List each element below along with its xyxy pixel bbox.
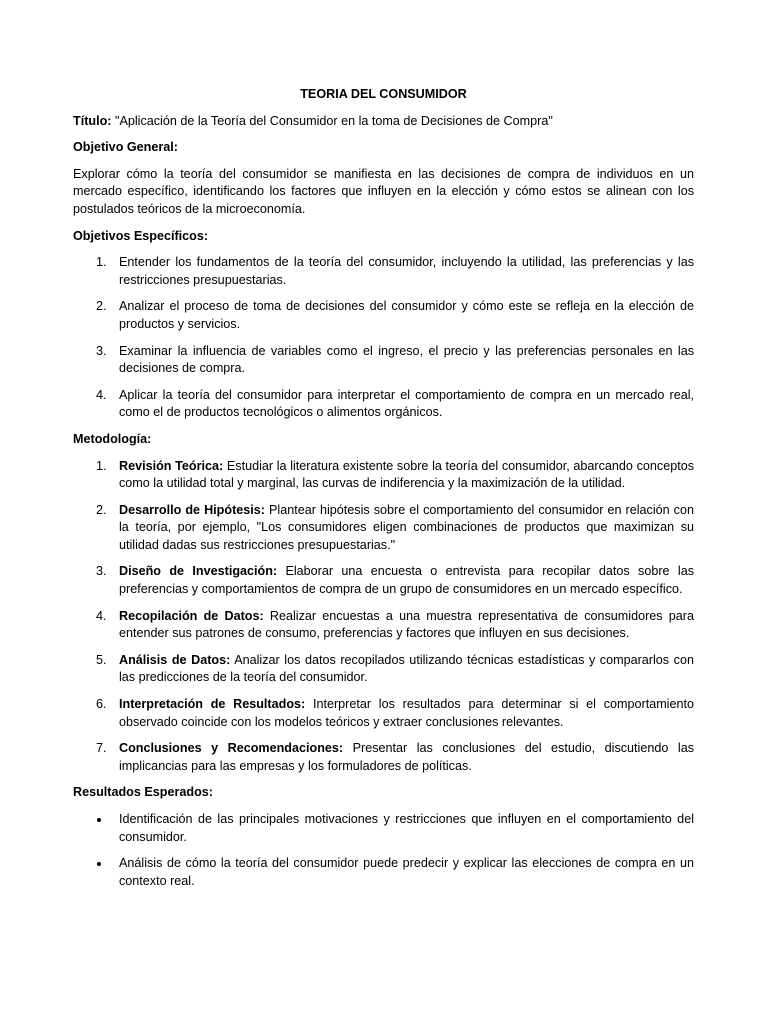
- objetivos-especificos-list: [73, 254, 694, 422]
- titulo-value: "Aplicación de la Teoría del Consumidor en la toma de Decisiones de Compra": [111, 113, 553, 128]
- document-title: TEORIA DEL CONSUMIDOR: [300, 87, 467, 101]
- titulo-line: [73, 113, 694, 131]
- list-item-text: Presentar las conclusiones del estudio, discutiendo las implicancias para las empresas y los formuladores de políticas.: [119, 741, 694, 773]
- list-item-text: Analizar los datos recopilados utilizando técnicas estadísticas y compararlos con las predicciones de la teoría del consumidor.: [119, 652, 694, 685]
- resultados-list: [73, 811, 694, 890]
- list-number: 1.: [96, 255, 107, 270]
- list-item-text: Analizar el proceso de toma de decisiones del consumidor y cómo este se refleja en la elección de productos y servicios.: [119, 299, 694, 331]
- metodologia-list: [73, 458, 694, 776]
- list-item-term: Desarrollo de Hipótesis:: [119, 502, 265, 517]
- list-item-term: Interpretación de Resultados:: [119, 697, 306, 712]
- list-item: [73, 387, 694, 422]
- list-item-text: Identificación de las principales motivaciones y restricciones que influyen en el comportamiento del consumidor.: [119, 812, 694, 844]
- bullet-icon: [97, 862, 101, 866]
- list-item-text: Elaborar una encuesta o entrevista para recopilar datos sobre las preferencias y comportamientos de compra de un grupo de consumidores en un mercado específico.: [119, 564, 694, 597]
- list-item: [73, 458, 694, 493]
- list-item-text: Aplicar la teoría del consumidor para interpretar el comportamiento de compra en un mercado real, como el de productos tecnológicos o alimentos orgánicos.: [119, 387, 694, 420]
- list-item: [73, 254, 694, 289]
- list-item: [73, 696, 694, 731]
- objetivo-general-heading: Objetivo General:: [73, 140, 178, 155]
- list-number: 4.: [96, 387, 107, 402]
- list-item-text: Realizar encuestas a una muestra representativa de consumidores para entender sus patrones de consumo, preferencias y factores que influyen en sus decisiones.: [119, 608, 694, 641]
- list-item-text: Entender los fundamentos de la teoría del consumidor, incluyendo la utilidad, las preferencias y las restricciones presupuestarias.: [119, 255, 694, 287]
- list-item-text: Análisis de cómo la teoría del consumidor puede predecir y explicar las elecciones de compra en un contexto real.: [119, 856, 694, 888]
- list-item-term: Análisis de Datos:: [119, 652, 231, 667]
- list-item: [73, 652, 694, 687]
- list-number: 6.: [96, 697, 107, 712]
- list-number: 1.: [96, 458, 107, 473]
- list-number: 2.: [96, 299, 107, 314]
- objetivos-especificos-heading: Objetivos Específicos:: [73, 228, 209, 243]
- list-item-text: Examinar la influencia de variables como el ingreso, el precio y las preferencias personales en las decisiones de compra.: [119, 343, 694, 376]
- list-number: 7.: [96, 741, 107, 756]
- bullet-icon: [97, 818, 101, 822]
- list-item: [73, 343, 694, 378]
- list-item: [73, 811, 694, 846]
- list-number: 3.: [96, 343, 107, 358]
- list-item: [73, 740, 694, 775]
- list-item: [73, 502, 694, 555]
- list-item-term: Recopilación de Datos:: [119, 608, 264, 623]
- list-number: 3.: [96, 564, 107, 579]
- list-number: 5.: [96, 652, 107, 667]
- titulo-label: Título:: [73, 113, 112, 128]
- list-number: 4.: [96, 608, 107, 623]
- list-item: [73, 855, 694, 890]
- list-number: 2.: [96, 502, 107, 517]
- list-item-term: Revisión Teórica:: [119, 458, 224, 473]
- list-item-text: Plantear hipótesis sobre el comportamiento del consumidor en relación con la teoría, por ejemplo, "Los consumidores eligen combinaciones de productos que maximizan su utilidad dadas sus restricciones presupuestarias.": [119, 502, 694, 552]
- list-item: [73, 563, 694, 598]
- list-item: [73, 608, 694, 643]
- objetivo-general-text: Explorar cómo la teoría del consumidor se manifiesta en las decisiones de compra de individuos en un mercado específico, identificando los factores que influyen en la elección y cómo estos se alinean con los postulados teóricos de la microeconomía.: [73, 166, 694, 216]
- list-item-term: Conclusiones y Recomendaciones:: [119, 741, 344, 756]
- list-item-text: Estudiar la literatura existente sobre la teoría del consumidor, abarcando conceptos como la utilidad total y marginal, las curvas de indiferencia y la maximización de la utilidad.: [119, 458, 695, 491]
- list-item-term: Diseño de Investigación:: [119, 564, 278, 579]
- resultados-heading: Resultados Esperados:: [73, 785, 213, 800]
- list-item-text: Interpretar los resultados para determinar si el comportamiento observado coincide con los modelos teóricos y extraer conclusiones relevantes.: [119, 697, 694, 729]
- metodologia-heading: Metodología:: [73, 431, 152, 446]
- document-body: [73, 86, 694, 899]
- list-item: [73, 298, 694, 333]
